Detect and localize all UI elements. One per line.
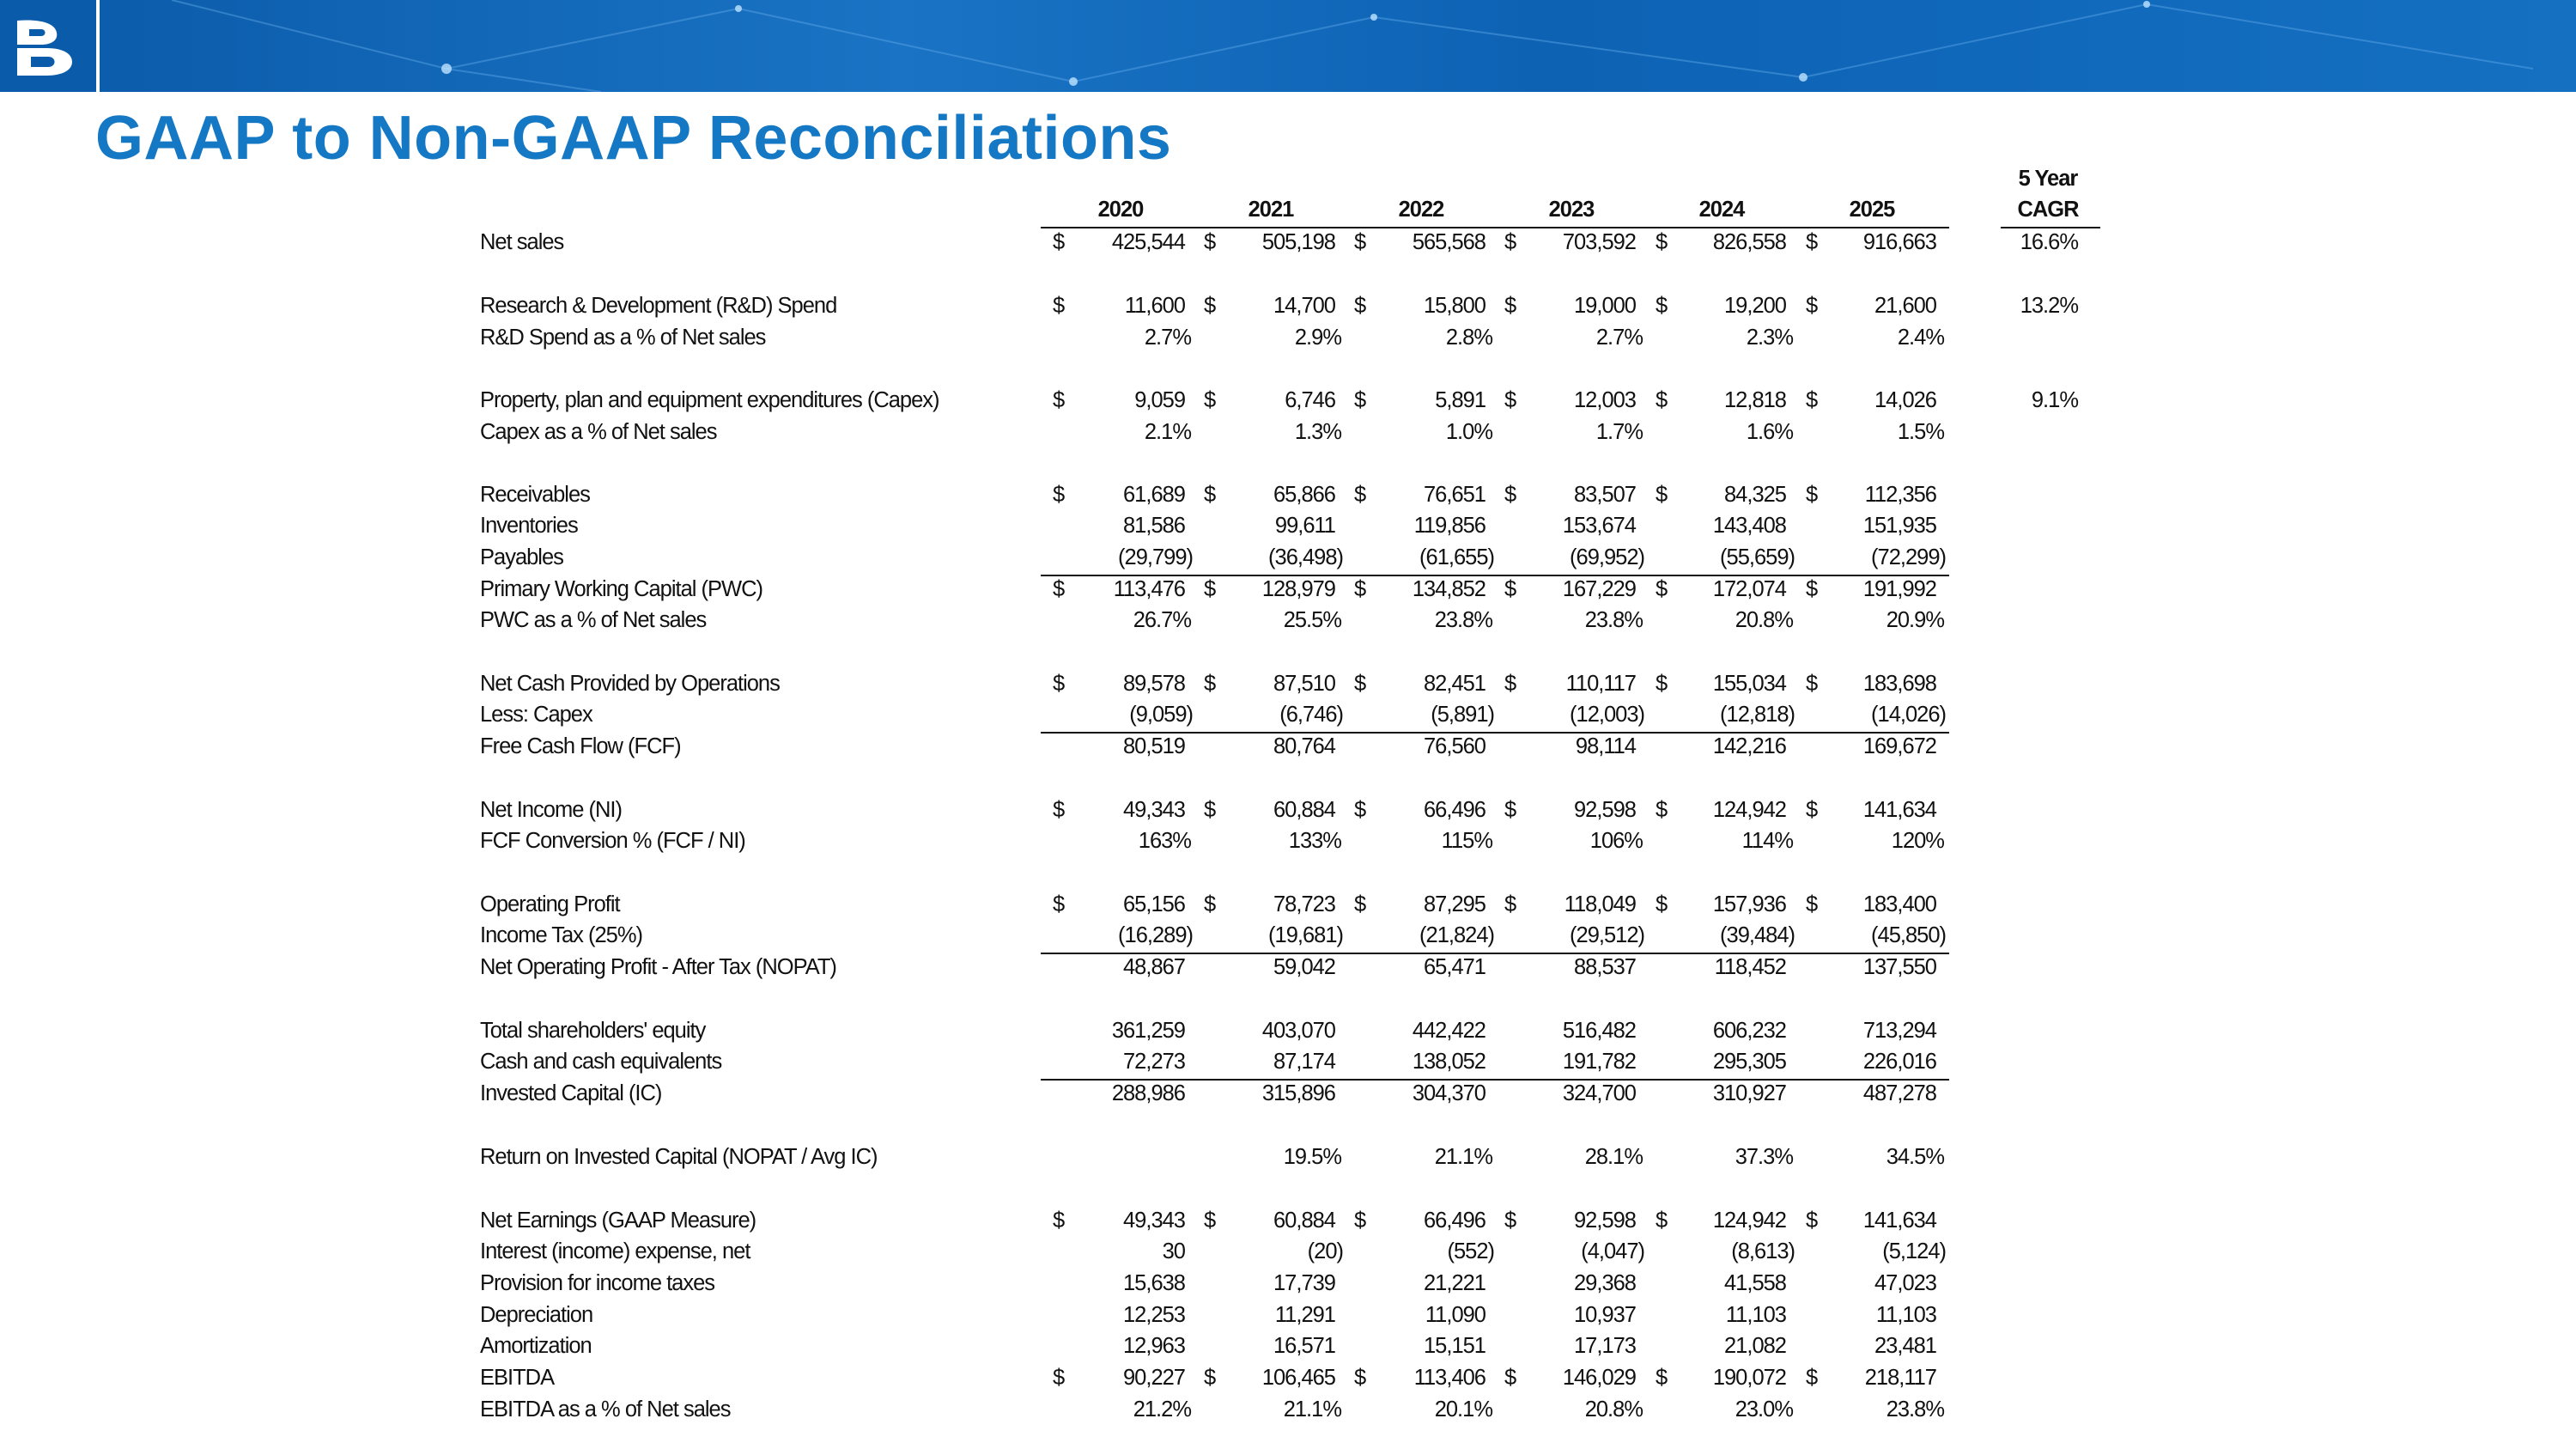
table-cell-value: 114% — [1741, 829, 1793, 853]
table-cell-value: 15,800 — [1424, 294, 1485, 318]
table-cell-value: (552) — [1447, 1239, 1494, 1263]
table-cell-value: 20.8% — [1735, 608, 1793, 632]
table-cell-value: 80,764 — [1273, 734, 1335, 758]
table-cell-value: (45,850) — [1871, 923, 1946, 947]
table-cell-value: (19,681) — [1268, 923, 1343, 947]
row-label: Cash and cash equivalents — [480, 1050, 722, 1074]
table-cell-value: 30 — [1162, 1239, 1185, 1263]
table-cell-value: 115% — [1441, 829, 1492, 853]
currency-symbol: $ — [1204, 798, 1216, 822]
cagr-value: 16.6% — [2020, 230, 2078, 254]
currency-symbol: $ — [1806, 483, 1818, 507]
currency-symbol: $ — [1504, 483, 1516, 507]
row-label: Invested Capital (IC) — [480, 1081, 662, 1105]
table-cell-value: 65,866 — [1273, 483, 1335, 507]
table-cell-value: 41,558 — [1724, 1271, 1786, 1295]
table-cell-value: 310,927 — [1712, 1081, 1786, 1105]
table-cell-value: 155,034 — [1712, 672, 1786, 696]
table-cell-value: 15,638 — [1123, 1271, 1185, 1295]
table-cell-value: 6,746 — [1285, 388, 1335, 412]
table-cell-value: 87,174 — [1273, 1050, 1335, 1074]
year-header: 2020 — [1097, 198, 1144, 222]
row-label: PWC as a % of Net sales — [480, 608, 707, 632]
table-cell-value: 11,291 — [1274, 1303, 1335, 1327]
table-cell-value: 9,059 — [1134, 388, 1185, 412]
table-cell-value: (21,824) — [1419, 923, 1494, 947]
table-cell-value: 137,550 — [1862, 955, 1936, 979]
table-cell-value: 12,253 — [1123, 1303, 1185, 1327]
row-label: R&D Spend as a % of Net sales — [480, 326, 766, 350]
currency-symbol: $ — [1204, 577, 1216, 601]
table-cell-value: 606,232 — [1712, 1019, 1786, 1043]
currency-symbol: $ — [1806, 672, 1818, 696]
row-label: Income Tax (25%) — [480, 923, 643, 947]
table-cell-value: 23.0% — [1735, 1397, 1793, 1422]
currency-symbol: $ — [1656, 672, 1668, 696]
table-cell-value: (8,613) — [1731, 1239, 1795, 1263]
table-cell-value: 20.8% — [1584, 1397, 1643, 1422]
currency-symbol: $ — [1656, 388, 1668, 412]
table-cell-value: 12,818 — [1724, 388, 1786, 412]
table-cell-value: 66,496 — [1424, 1209, 1485, 1233]
table-cell-value: 295,305 — [1712, 1050, 1786, 1074]
table-cell-value: 14,700 — [1273, 294, 1335, 318]
currency-symbol: $ — [1053, 483, 1065, 507]
currency-symbol: $ — [1354, 388, 1366, 412]
table-cell-value: 425,544 — [1111, 230, 1185, 254]
table-cell-value: 163% — [1138, 829, 1191, 853]
table-cell-value: 15,151 — [1424, 1334, 1485, 1358]
table-cell-value: 90,227 — [1123, 1366, 1185, 1390]
year-header: 2021 — [1248, 198, 1294, 222]
table-cell-value: 81,586 — [1123, 514, 1185, 538]
table-cell-value: 142,216 — [1712, 734, 1786, 758]
cagr-header-line2: CAGR — [2017, 198, 2079, 222]
table-cell-value: 2.7% — [1595, 326, 1643, 350]
table-cell-value: 361,259 — [1111, 1019, 1185, 1043]
table-cell-value: 2.8% — [1445, 326, 1492, 350]
currency-symbol: $ — [1204, 1209, 1216, 1233]
table-cell-value: 98,114 — [1575, 734, 1636, 758]
table-cell-value: 141,634 — [1862, 798, 1936, 822]
table-cell-value: 315,896 — [1261, 1081, 1335, 1105]
header-underline — [1041, 227, 1949, 228]
currency-symbol: $ — [1354, 483, 1366, 507]
row-label: Less: Capex — [480, 703, 592, 727]
table-cell-value: 11,090 — [1425, 1303, 1485, 1327]
currency-symbol: $ — [1204, 892, 1216, 916]
cagr-header-underline — [2001, 227, 2100, 228]
table-cell-value: 505,198 — [1261, 230, 1335, 254]
currency-symbol: $ — [1504, 1366, 1516, 1390]
currency-symbol: $ — [1354, 798, 1366, 822]
currency-symbol: $ — [1053, 388, 1065, 412]
currency-symbol: $ — [1354, 672, 1366, 696]
table-cell-value: 118,049 — [1564, 892, 1636, 916]
currency-symbol: $ — [1504, 1209, 1516, 1233]
row-label: Net Earnings (GAAP Measure) — [480, 1209, 756, 1233]
table-cell-value: 16,571 — [1273, 1334, 1335, 1358]
currency-symbol: $ — [1504, 230, 1516, 254]
table-cell-value: 19,200 — [1724, 294, 1786, 318]
table-cell-value: 120% — [1891, 829, 1944, 853]
table-cell-value: 157,936 — [1712, 892, 1786, 916]
row-label: Net Cash Provided by Operations — [480, 672, 780, 696]
table-cell-value: 49,343 — [1123, 1209, 1185, 1233]
table-cell-value: 83,507 — [1574, 483, 1636, 507]
row-label: EBITDA as a % of Net sales — [480, 1397, 731, 1422]
table-cell-value: 92,598 — [1574, 798, 1636, 822]
table-cell-value: 17,173 — [1574, 1334, 1636, 1358]
table-cell-value: 84,325 — [1724, 483, 1786, 507]
currency-symbol: $ — [1354, 577, 1366, 601]
row-label: Return on Invested Capital (NOPAT / Avg IC) — [480, 1145, 878, 1169]
table-cell-value: 48,867 — [1123, 955, 1185, 979]
row-label: Capex as a % of Net sales — [480, 420, 717, 444]
table-cell-value: 34.5% — [1886, 1145, 1944, 1169]
table-cell-value: (69,952) — [1570, 545, 1644, 569]
currency-symbol: $ — [1053, 892, 1065, 916]
table-cell-value: 19.5% — [1283, 1145, 1341, 1169]
row-label: Research & Development (R&D) Spend — [480, 294, 837, 318]
year-header: 2024 — [1698, 198, 1745, 222]
table-cell-value: 183,698 — [1862, 672, 1936, 696]
currency-symbol: $ — [1053, 672, 1065, 696]
table-cell-value: 11,103 — [1725, 1303, 1786, 1327]
table-cell-value: 2.9% — [1294, 326, 1341, 350]
currency-symbol: $ — [1806, 230, 1818, 254]
currency-symbol: $ — [1656, 577, 1668, 601]
table-cell-value: 14,026 — [1874, 388, 1936, 412]
currency-symbol: $ — [1204, 483, 1216, 507]
table-cell-value: 1.5% — [1897, 420, 1944, 444]
table-cell-value: 124,942 — [1712, 798, 1786, 822]
table-cell-value: 153,674 — [1562, 514, 1636, 538]
currency-symbol: $ — [1354, 1366, 1366, 1390]
row-label: Property, plan and equipment expenditures (Capex) — [480, 388, 939, 412]
table-cell-value: 20.9% — [1886, 608, 1944, 632]
currency-symbol: $ — [1354, 1209, 1366, 1233]
table-cell-value: (12,818) — [1720, 703, 1795, 727]
currency-symbol: $ — [1806, 798, 1818, 822]
table-cell-value: 2.1% — [1144, 420, 1191, 444]
table-cell-value: 218,117 — [1864, 1366, 1936, 1390]
table-cell-value: 1.3% — [1294, 420, 1341, 444]
currency-symbol: $ — [1053, 798, 1065, 822]
year-header: 2023 — [1548, 198, 1595, 222]
table-cell-value: 172,074 — [1712, 577, 1786, 601]
table-cell-value: 21,221 — [1424, 1271, 1485, 1295]
table-cell-value: 29,368 — [1574, 1271, 1636, 1295]
year-header: 2022 — [1398, 198, 1444, 222]
table-cell-value: 134,852 — [1412, 577, 1485, 601]
table-cell-value: 226,016 — [1862, 1050, 1936, 1074]
row-label: FCF Conversion % (FCF / NI) — [480, 829, 745, 853]
currency-symbol: $ — [1204, 672, 1216, 696]
table-cell-value: 21,600 — [1874, 294, 1936, 318]
table-cell-value: 60,884 — [1273, 1209, 1335, 1233]
table-cell-value: 11,600 — [1124, 294, 1185, 318]
table-cell-value: (20) — [1307, 1239, 1343, 1263]
table-cell-value: 113,406 — [1413, 1366, 1485, 1390]
row-label: Payables — [480, 545, 563, 569]
table-cell-value: (14,026) — [1871, 703, 1946, 727]
table-cell-value: 88,537 — [1574, 955, 1636, 979]
currency-symbol: $ — [1354, 230, 1366, 254]
row-label: Net Income (NI) — [480, 798, 622, 822]
currency-symbol: $ — [1806, 294, 1818, 318]
currency-symbol: $ — [1204, 294, 1216, 318]
table-cell-value: 516,482 — [1562, 1019, 1636, 1043]
table-cell-value: 78,723 — [1273, 892, 1335, 916]
table-cell-value: 60,884 — [1273, 798, 1335, 822]
table-cell-value: (5,124) — [1882, 1239, 1946, 1263]
table-cell-value: 12,003 — [1574, 388, 1636, 412]
table-cell-value: 82,451 — [1424, 672, 1485, 696]
table-cell-value: (72,299) — [1871, 545, 1946, 569]
row-label: Inventories — [480, 514, 578, 538]
table-cell-value: 106% — [1589, 829, 1643, 853]
table-cell-value: 124,942 — [1712, 1209, 1786, 1233]
table-cell-value: 403,070 — [1261, 1019, 1335, 1043]
row-label: Receivables — [480, 483, 590, 507]
table-cell-value: 65,471 — [1424, 955, 1485, 979]
row-label: Net sales — [480, 230, 564, 254]
currency-symbol: $ — [1204, 1366, 1216, 1390]
table-cell-value: 87,510 — [1273, 672, 1335, 696]
currency-symbol: $ — [1656, 798, 1668, 822]
table-cell-value: 10,937 — [1574, 1303, 1636, 1327]
row-label: Provision for income taxes — [480, 1271, 715, 1295]
row-label: Depreciation — [480, 1303, 593, 1327]
subtotal-rule — [1041, 575, 1949, 576]
table-cell-value: 99,611 — [1274, 514, 1335, 538]
table-cell-value: 23.8% — [1434, 608, 1492, 632]
row-label: Net Operating Profit - After Tax (NOPAT) — [480, 955, 836, 979]
table-cell-value: 21.1% — [1283, 1397, 1341, 1422]
currency-symbol: $ — [1806, 1366, 1818, 1390]
table-cell-value: 2.3% — [1746, 326, 1793, 350]
table-cell-value: 92,598 — [1574, 1209, 1636, 1233]
subtotal-rule — [1041, 953, 1949, 954]
cagr-header-line1: 5 Year — [2018, 167, 2078, 191]
table-cell-value: 190,072 — [1712, 1366, 1786, 1390]
page-title: GAAP to Non-GAAP Reconciliations — [95, 104, 1172, 173]
currency-symbol: $ — [1053, 1209, 1065, 1233]
table-cell-value: 20.1% — [1434, 1397, 1492, 1422]
currency-symbol: $ — [1656, 294, 1668, 318]
table-cell-value: 28.1% — [1584, 1145, 1643, 1169]
currency-symbol: $ — [1053, 577, 1065, 601]
table-cell-value: 59,042 — [1273, 955, 1335, 979]
table-cell-value: 288,986 — [1111, 1081, 1185, 1105]
currency-symbol: $ — [1504, 388, 1516, 412]
table-cell-value: 110,117 — [1565, 672, 1636, 696]
table-cell-value: 61,689 — [1123, 483, 1185, 507]
table-cell-value: 826,558 — [1712, 230, 1786, 254]
table-cell-value: 65,156 — [1123, 892, 1185, 916]
table-cell-value: 146,029 — [1562, 1366, 1636, 1390]
table-cell-value: 141,634 — [1862, 1209, 1936, 1233]
table-cell-value: (4,047) — [1581, 1239, 1644, 1263]
table-cell-value: 49,343 — [1123, 798, 1185, 822]
row-label: Operating Profit — [480, 892, 620, 916]
table-cell-value: 19,000 — [1574, 294, 1636, 318]
table-cell-value: 119,856 — [1413, 514, 1485, 538]
table-cell-value: 89,578 — [1123, 672, 1185, 696]
year-header: 2025 — [1849, 198, 1895, 222]
table-cell-value: 916,663 — [1862, 230, 1936, 254]
table-cell-value: 138,052 — [1412, 1050, 1485, 1074]
table-cell-value: (9,059) — [1129, 703, 1193, 727]
table-cell-value: 133% — [1288, 829, 1341, 853]
table-cell-value: 2.4% — [1897, 326, 1944, 350]
table-cell-value: 128,979 — [1261, 577, 1335, 601]
currency-symbol: $ — [1656, 483, 1668, 507]
table-cell-value: 21,082 — [1724, 1334, 1786, 1358]
row-label: Primary Working Capital (PWC) — [480, 577, 762, 601]
table-cell-value: (55,659) — [1720, 545, 1795, 569]
table-cell-value: 21.1% — [1434, 1145, 1492, 1169]
cagr-value: 9.1% — [2031, 388, 2078, 412]
currency-symbol: $ — [1204, 388, 1216, 412]
table-cell-value: 191,782 — [1562, 1050, 1636, 1074]
table-cell-value: 5,891 — [1435, 388, 1485, 412]
table-cell-value: 76,651 — [1424, 483, 1485, 507]
table-cell-value: (39,484) — [1720, 923, 1795, 947]
row-label: Free Cash Flow (FCF) — [480, 734, 681, 758]
table-cell-value: 191,992 — [1862, 577, 1936, 601]
subtotal-rule — [1041, 732, 1949, 734]
row-label: Interest (income) expense, net — [480, 1239, 750, 1263]
row-label: Total shareholders' equity — [480, 1019, 706, 1043]
table-cell-value: 713,294 — [1862, 1019, 1936, 1043]
table-cell-value: 1.6% — [1746, 420, 1793, 444]
currency-symbol: $ — [1504, 892, 1516, 916]
table-cell-value: 183,400 — [1862, 892, 1936, 916]
table-cell-value: 23.8% — [1584, 608, 1643, 632]
currency-symbol: $ — [1053, 294, 1065, 318]
table-cell-value: 76,560 — [1424, 734, 1485, 758]
table-cell-value: 47,023 — [1874, 1271, 1936, 1295]
currency-symbol: $ — [1656, 892, 1668, 916]
currency-symbol: $ — [1806, 1209, 1818, 1233]
table-cell-value: (29,512) — [1570, 923, 1644, 947]
currency-symbol: $ — [1504, 798, 1516, 822]
table-cell-value: 106,465 — [1261, 1366, 1335, 1390]
currency-symbol: $ — [1354, 892, 1366, 916]
table-cell-value: 80,519 — [1123, 734, 1185, 758]
currency-symbol: $ — [1806, 577, 1818, 601]
table-cell-value: 143,408 — [1712, 514, 1786, 538]
currency-symbol: $ — [1504, 294, 1516, 318]
table-cell-value: (6,746) — [1279, 703, 1343, 727]
currency-symbol: $ — [1806, 388, 1818, 412]
currency-symbol: $ — [1354, 294, 1366, 318]
row-label: Amortization — [480, 1334, 592, 1358]
table-cell-value: 167,229 — [1562, 577, 1636, 601]
table-cell-value: 37.3% — [1735, 1145, 1793, 1169]
subtotal-rule — [1041, 1079, 1949, 1081]
table-cell-value: (16,289) — [1118, 923, 1193, 947]
table-cell-value: (29,799) — [1118, 545, 1193, 569]
table-cell-value: 25.5% — [1283, 608, 1341, 632]
table-cell-value: 72,273 — [1123, 1050, 1185, 1074]
table-cell-value: (12,003) — [1570, 703, 1644, 727]
table-cell-value: 112,356 — [1864, 483, 1936, 507]
table-cell-value: 487,278 — [1862, 1081, 1936, 1105]
table-cell-value: 87,295 — [1424, 892, 1485, 916]
currency-symbol: $ — [1053, 230, 1065, 254]
table-cell-value: 151,935 — [1862, 514, 1936, 538]
table-cell-value: (5,891) — [1431, 703, 1494, 727]
currency-symbol: $ — [1806, 892, 1818, 916]
row-label: EBITDA — [480, 1366, 555, 1390]
table-cell-value: (36,498) — [1268, 545, 1343, 569]
table-cell-value: 23.8% — [1886, 1397, 1944, 1422]
cagr-value: 13.2% — [2020, 294, 2078, 318]
table-cell-value: 17,739 — [1273, 1271, 1335, 1295]
currency-symbol: $ — [1656, 230, 1668, 254]
table-cell-value: 21.2% — [1133, 1397, 1191, 1422]
currency-symbol: $ — [1504, 577, 1516, 601]
table-cell-value: 11,103 — [1875, 1303, 1936, 1327]
table-cell-value: 304,370 — [1412, 1081, 1485, 1105]
table-cell-value: (61,655) — [1419, 545, 1494, 569]
table-cell-value: 113,476 — [1113, 577, 1185, 601]
table-cell-value: 12,963 — [1123, 1334, 1185, 1358]
table-cell-value: 442,422 — [1412, 1019, 1485, 1043]
table-cell-value: 66,496 — [1424, 798, 1485, 822]
table-cell-value: 1.0% — [1445, 420, 1492, 444]
table-cell-value: 169,672 — [1862, 734, 1936, 758]
table-cell-value: 324,700 — [1562, 1081, 1636, 1105]
currency-symbol: $ — [1656, 1366, 1668, 1390]
table-cell-value: 2.7% — [1144, 326, 1191, 350]
table-cell-value: 1.7% — [1595, 420, 1643, 444]
table-cell-value: 118,452 — [1714, 955, 1786, 979]
currency-symbol: $ — [1656, 1209, 1668, 1233]
currency-symbol: $ — [1504, 672, 1516, 696]
currency-symbol: $ — [1053, 1366, 1065, 1390]
table-cell-value: 565,568 — [1412, 230, 1485, 254]
currency-symbol: $ — [1204, 230, 1216, 254]
table-cell-value: 703,592 — [1562, 230, 1636, 254]
table-cell-value: 23,481 — [1874, 1334, 1936, 1358]
table-cell-value: 26.7% — [1133, 608, 1191, 632]
